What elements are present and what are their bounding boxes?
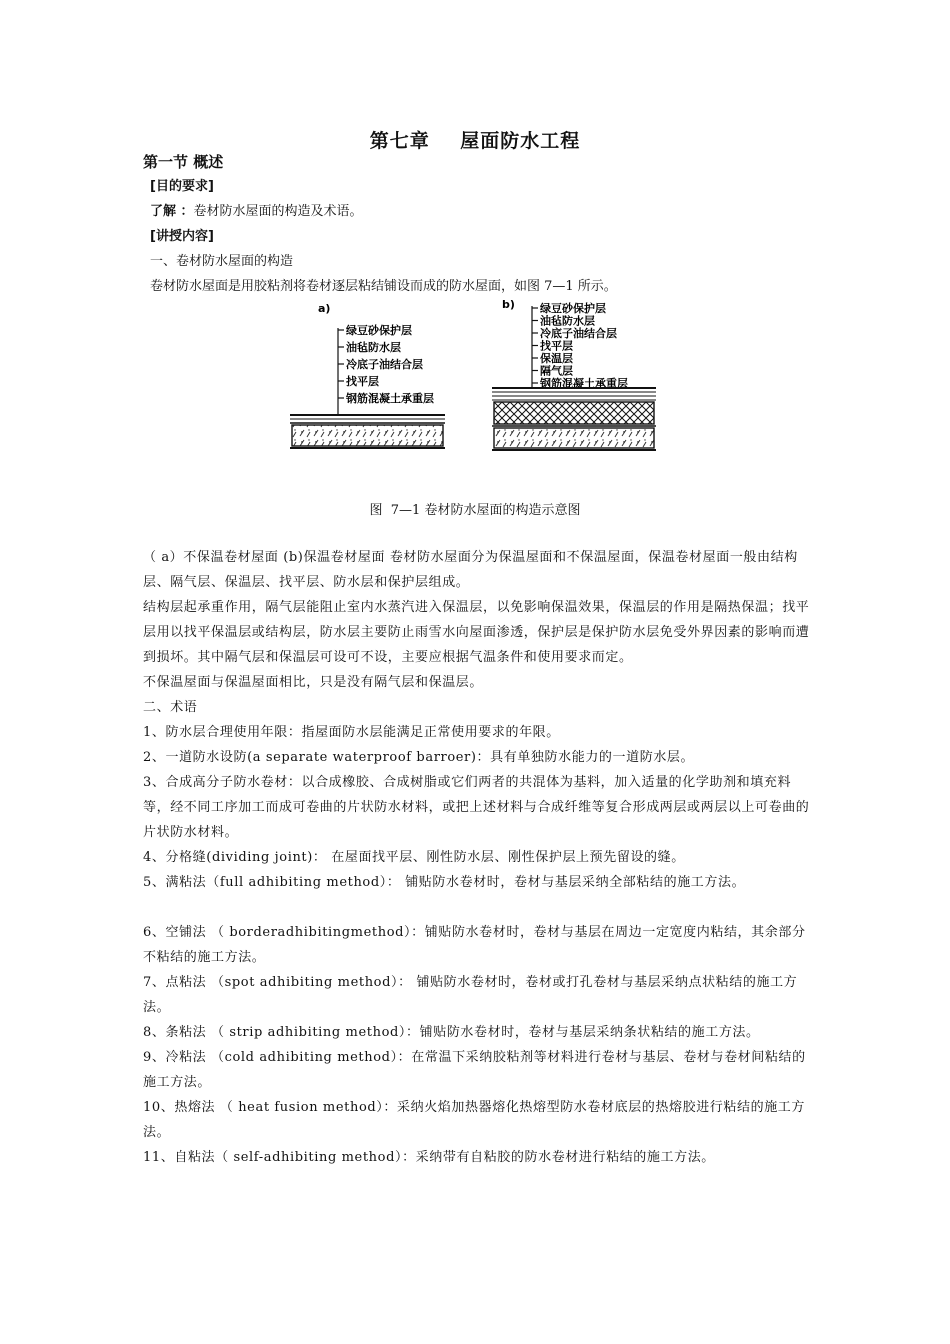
content-heading: [讲授内容] bbox=[150, 229, 214, 244]
layer-label: 绿豆砂保护层 bbox=[346, 324, 412, 337]
layer-label: 冷底子油结合层 bbox=[540, 327, 617, 340]
body-paragraph: 二、术语 bbox=[143, 700, 198, 715]
intro-text: 卷材防水屋面是用胶粘剂将卷材逐层粘结铺设而成的防水屋面，如图 7—1 所示。 bbox=[150, 279, 617, 294]
body-paragraph: 2、一道防水设防(a separate waterproof barroer)：具有单独防水能力的一道防水层。 bbox=[143, 750, 695, 765]
layer-label: 隔气层 bbox=[540, 364, 573, 378]
layer-label: 油毡防水层 bbox=[346, 341, 401, 354]
diagram-a-label: a) bbox=[318, 302, 331, 315]
layer-label: 冷底子油结合层 bbox=[346, 358, 423, 371]
diagram-a bbox=[290, 302, 445, 448]
purpose-label: 了解 ： bbox=[150, 204, 194, 219]
purpose-text: 卷材防水屋面的构造及术语。 bbox=[193, 204, 363, 219]
body-paragraph: 6、空铺法 （ borderadhibitingmethod）：铺贴防水卷材时，卷材与基层在周边一定宽度内粘结，其余部分不粘结的施工方法。 bbox=[143, 925, 806, 965]
body-paragraph: 不保温屋面与保温屋面相比，只是没有隔气层和保温层。 bbox=[143, 675, 484, 690]
purpose-heading: [目的要求] bbox=[150, 179, 214, 194]
body-paragraph: 9、冷粘法 （cold adhibiting method）：在常温下采纳胶粘剂等材料进行卷材与基层、卷材与卷材间粘结的施工方法。 bbox=[143, 1050, 806, 1090]
chapter-title: 第七章 屋面防水工程 bbox=[369, 130, 581, 152]
body-paragraph: 7、点粘法 （spot adhibiting method）： 铺贴防水卷材时，卷材或打孔卷材与基层采纳点状粘结的施工方法。 bbox=[143, 975, 798, 1015]
section-heading: 第一节 概述 bbox=[143, 153, 224, 171]
body-paragraph bbox=[143, 895, 813, 920]
layer-label: 保温层 bbox=[540, 352, 573, 365]
body-text bbox=[143, 545, 813, 1170]
body-paragraph: 结构层起承重作用，隔气层能阻止室内水蒸汽进入保温层，以免影响保温效果，保温层的作用是隔热保温；找平层用以找平保温层或结构层，防水层主要防止雨雪水向屋面渗透，保护层是保护防水层免受外界因素的影响而遭到损坏。其中隔气层和保温层可设可不设，主要应根据气温条件和使用要求而定。 bbox=[143, 600, 810, 665]
diagram-b bbox=[492, 298, 656, 450]
body-paragraph: 4、分格缝(dividing joint)： 在屋面找平层、刚性防水层、刚性保护层上预先留设的缝。 bbox=[143, 850, 685, 865]
body-paragraph: 11、自粘法（ self-adhibiting method）：采纳带有自粘胶的防水卷材进行粘结的施工方法。 bbox=[143, 1150, 715, 1165]
body-paragraph: 8、条粘法 （ strip adhibiting method）：铺贴防水卷材时，卷材与基层采纳条状粘结的施工方法。 bbox=[143, 1025, 760, 1040]
layer-label: 找平层 bbox=[346, 375, 379, 388]
diagram-b-label: b) bbox=[502, 298, 515, 311]
body-paragraph: 3、合成高分子防水卷材：以合成橡胶、合成树脂或它们两者的共混体为基料，加入适量的化学助剂和填充料等，经不同工序加工而成可卷曲的片状防水材料，或把上述材料与合成纤维等复合形成两层或两层以上可卷曲的片状防水材料。 bbox=[143, 775, 810, 840]
body-paragraph: （ a）不保温卷材屋面 (b)保温卷材屋面 卷材防水屋面分为保温屋面和不保温屋面，保温卷材屋面一般由结构层、隔气层、保温层、找平层、防水层和保护层组成。 bbox=[143, 550, 798, 590]
figure-caption: 图 7—1 卷材防水屋面的构造示意图 bbox=[369, 503, 581, 518]
body-paragraph: 1、防水层合理使用年限：指屋面防水层能满足正常使用要求的年限。 bbox=[143, 725, 560, 740]
subheading-structure: 一、卷材防水屋面的构造 bbox=[150, 254, 294, 269]
layer-label: 钢筋混凝土承重层 bbox=[346, 392, 434, 405]
roof-structure-figure bbox=[270, 298, 670, 458]
body-paragraph: 10、热熔法 （ heat fusion method）：采纳火焰加热器熔化热熔型防水卷材底层的热熔胶进行粘结的施工方法。 bbox=[143, 1100, 805, 1140]
layer-label: 油毡防水层 bbox=[540, 314, 595, 328]
layer-label: 钢筋混凝土承重层 bbox=[540, 377, 628, 390]
layer-label: 找平层 bbox=[540, 339, 573, 353]
body-paragraph: 5、满粘法（full adhibiting method）： 铺贴防水卷材时，卷材与基层采纳全部粘结的施工方法。 bbox=[143, 875, 746, 890]
layer-label: 绿豆砂保护层 bbox=[540, 302, 606, 315]
purpose-line bbox=[150, 202, 363, 222]
